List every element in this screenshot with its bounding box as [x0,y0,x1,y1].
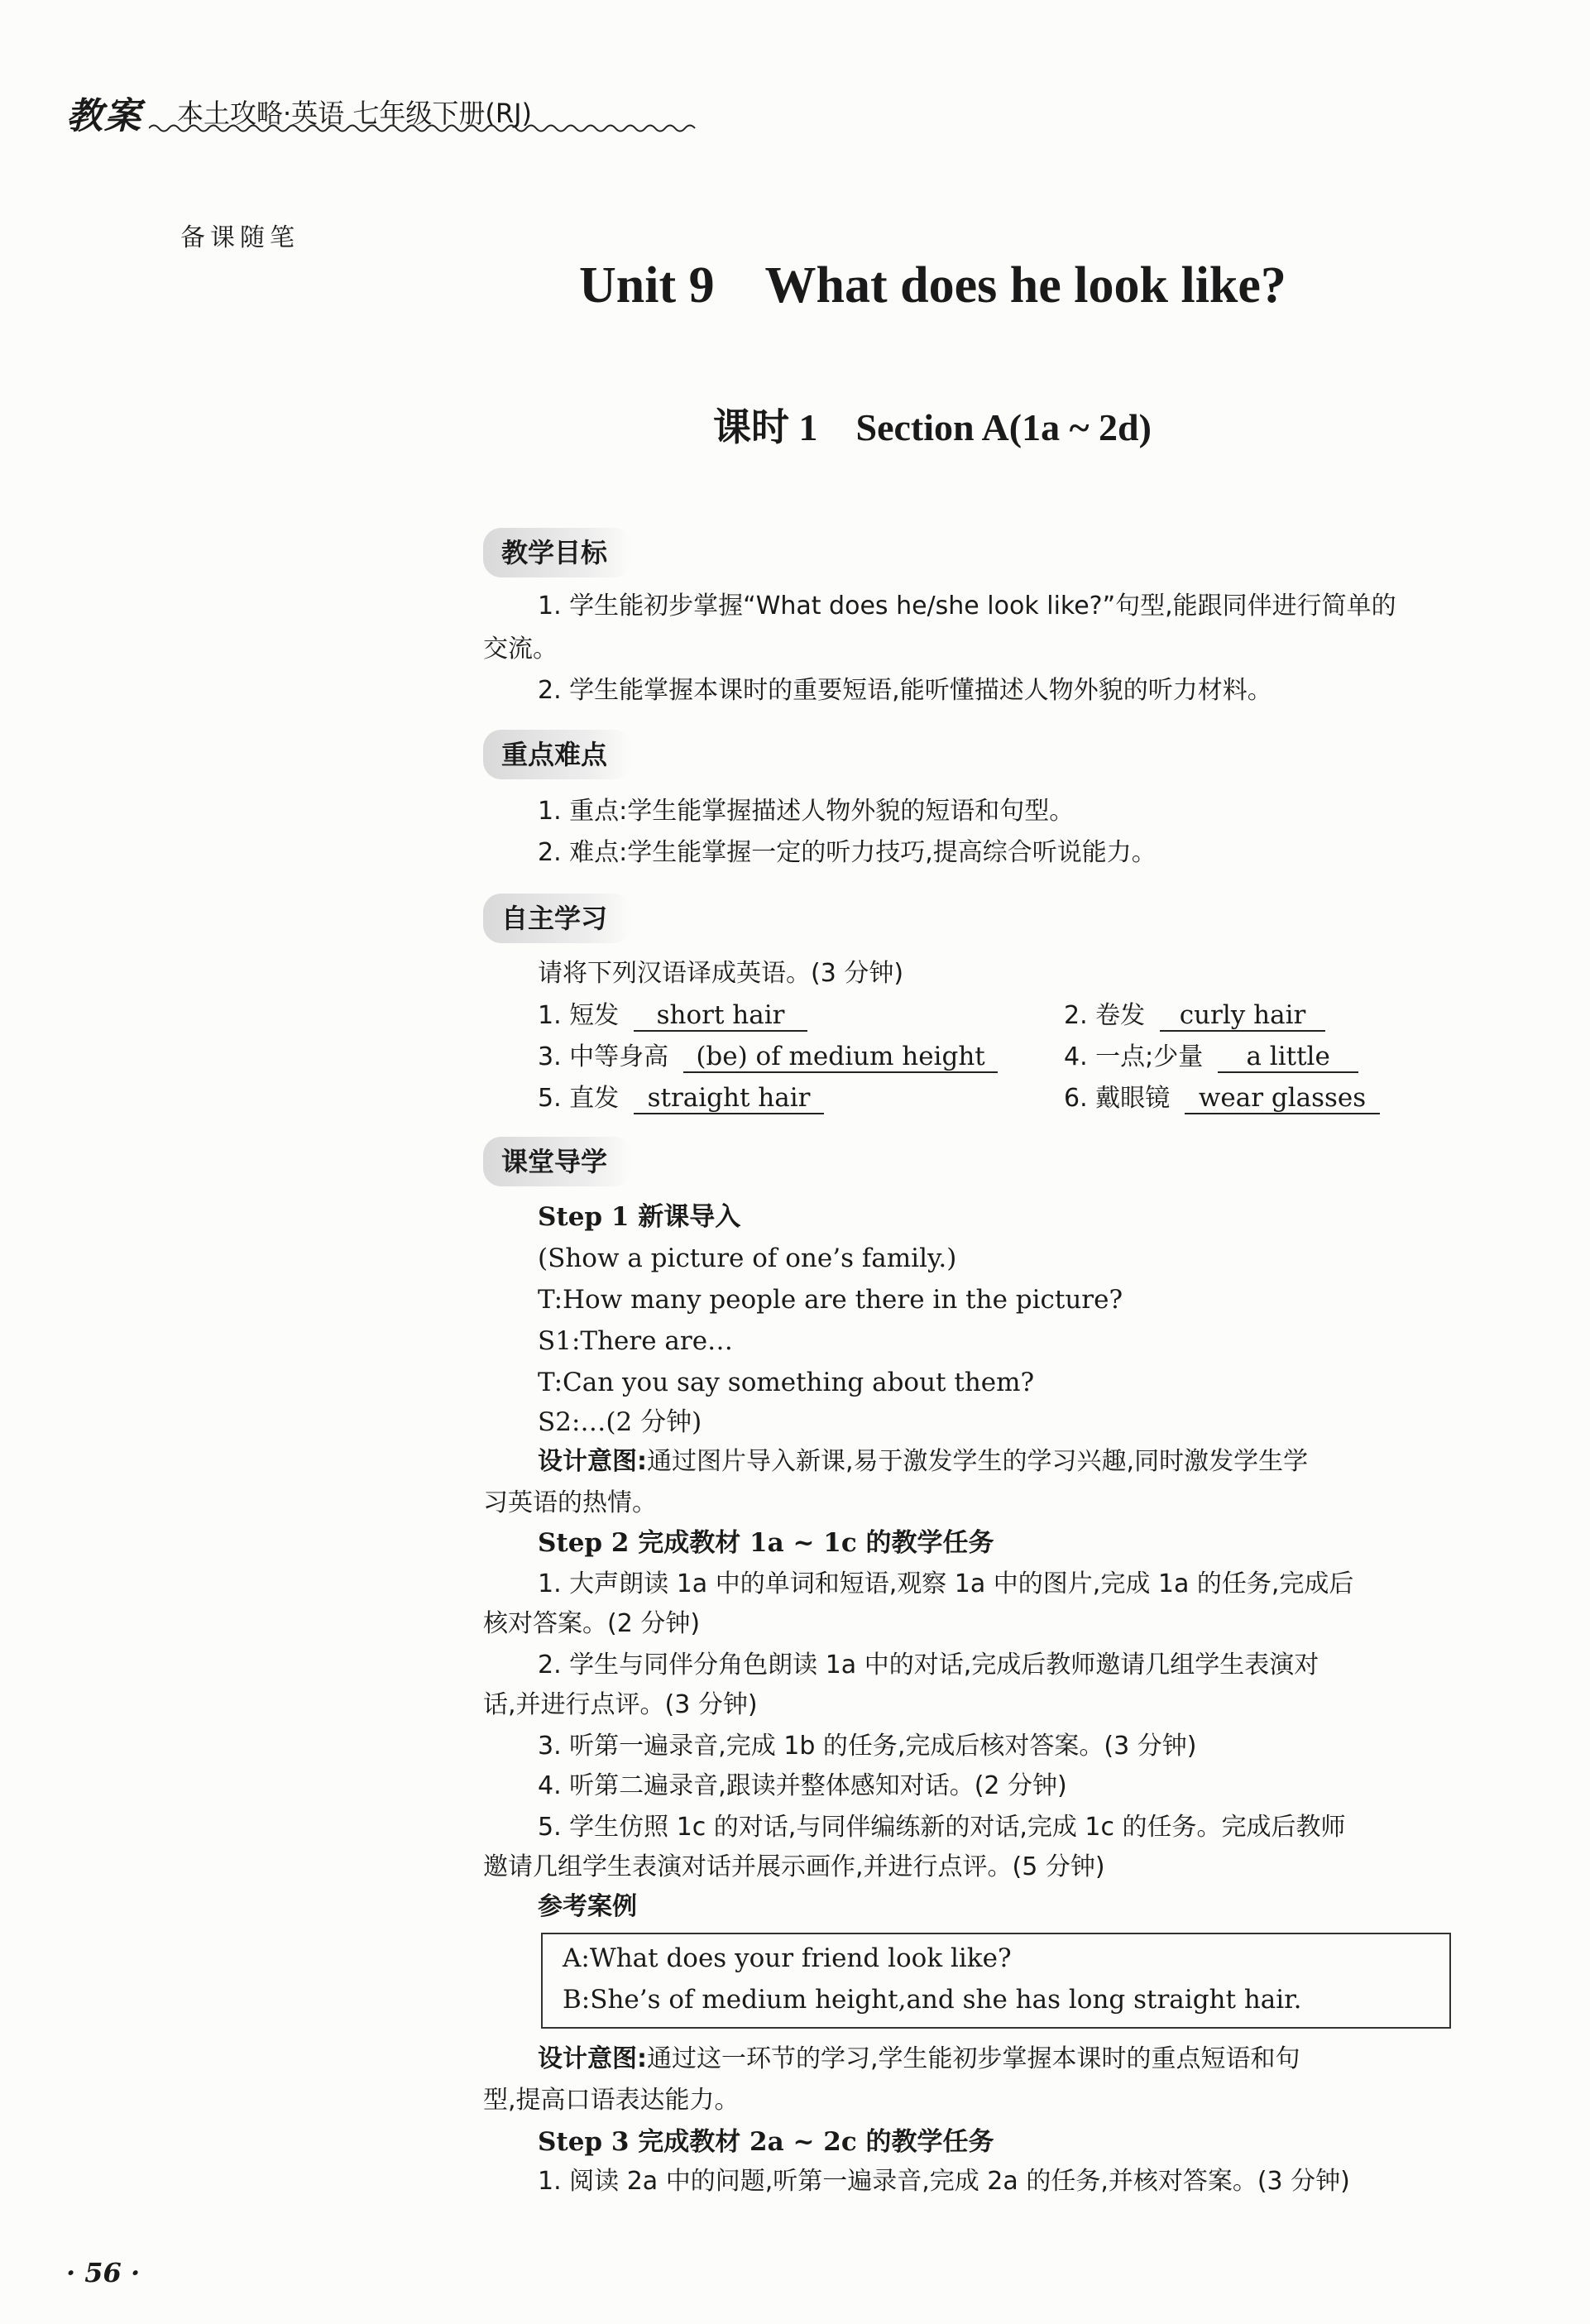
section-heading-classroom: 课堂导学 [483,1137,632,1186]
step-2-line: 话,并进行点评。(3 分钟) [483,1690,758,1719]
example-line-b: B:She’s of medium height,and she has long straight hair. [563,1985,1302,2015]
vocab-item [538,1077,824,1119]
lesson-title: 课时 1 Section A(1a ~ 2d) [713,406,1152,448]
header-title: 本土攻略·英语 七年级下册(RJ) [177,98,532,129]
vocab-label: 5. 直发 [538,1084,620,1113]
margin-note-label: 备课随笔 [180,223,299,252]
step-1-line: S2:…(2 分钟) [538,1407,702,1437]
vocab-answer: short hair [634,1000,807,1032]
step-3-title: Step 3 完成教材 2a ~ 2c 的教学任务 [538,2127,994,2157]
vocab-answer: curly hair [1160,1000,1325,1032]
step-2-line: 2. 学生与同伴分角色朗读 1a 中的对话,完成后教师邀请几组学生表演对 [538,1651,1319,1680]
vocab-answer: a little [1218,1042,1358,1073]
step-3-line: 1. 阅读 2a 中的问题,听第一遍录音,完成 2a 的任务,并核对答案。(3 分钟) [538,2167,1350,2196]
unit-title: Unit 9 What does he look like? [579,257,1286,314]
vocab-item [1064,1036,1358,1078]
step-2-line: 1. 大声朗读 1a 中的单词和短语,观察 1a 中的图片,完成 1a 的任务,完成后 [538,1569,1354,1598]
vocab-answer: straight hair [634,1083,824,1114]
step-1-line: (Show a picture of one’s family.) [538,1243,957,1273]
example-label: 参考案例 [538,1892,637,1921]
step-2-line: 5. 学生仿照 1c 的对话,与同伴编练新的对话,完成 1c 的任务。完成后教师 [538,1813,1346,1842]
design-intent-2 [538,2039,1300,2080]
vocab-label: 4. 一点;少量 [1064,1042,1204,1071]
design-intent-label: 设计意图: [538,1447,647,1476]
step-1-line: S1:There are… [538,1326,734,1356]
header-logo: 教案 [66,95,142,137]
design-intent-2-cont: 型,提高口语表达能力。 [483,2086,740,2115]
design-intent-text: 通过图片导入新课,易于激发学生的学习兴趣,同时激发学生学 [647,1447,1309,1476]
step-2-line: 3. 听第一遍录音,完成 1b 的任务,完成后核对答案。(3 分钟) [538,1732,1197,1761]
section-heading-self-study: 自主学习 [483,894,632,943]
self-study-instruction: 请将下列汉语译成英语。(3 分钟) [538,959,904,988]
objectives-line-2: 2. 学生能掌握本课时的重要短语,能听懂描述人物外貌的听力材料。 [538,676,1272,705]
example-dialogue-box [541,1933,1451,2029]
step-2-line: 4. 听第二遍录音,跟读并整体感知对话。(2 分钟) [538,1771,1067,1800]
section-heading-key-points: 重点难点 [483,730,632,779]
step-1-line: T:Can you say something about them? [538,1368,1035,1397]
vocab-label: 6. 戴眼镜 [1064,1084,1171,1113]
key-points-line-2: 2. 难点:学生能掌握一定的听力技巧,提高综合听说能力。 [538,838,1157,867]
step-2-title: Step 2 完成教材 1a ~ 1c 的教学任务 [538,1528,994,1558]
step-1-title: Step 1 新课导入 [538,1202,741,1232]
key-points-line-1: 1. 重点:学生能掌握描述人物外貌的短语和句型。 [538,797,1075,826]
design-intent-label: 设计意图: [538,2044,647,2073]
vocab-answer: (be) of medium height [683,1042,998,1073]
design-intent-1-cont: 习英语的热情。 [483,1488,657,1517]
step-2-line: 邀请几组学生表演对话并展示画作,并进行点评。(5 分钟) [483,1852,1105,1881]
section-heading-objectives: 教学目标 [483,528,632,577]
objectives-line-1a: 1. 学生能初步掌握“What does he/she look like?”句型,能跟同伴进行简单的 [538,592,1396,621]
design-intent-1 [538,1441,1308,1483]
example-line-a: A:What does your friend look like? [563,1943,1012,1973]
design-intent-text: 通过这一环节的学习,学生能初步掌握本课时的重点短语和句 [647,2044,1300,2073]
vocab-label: 1. 短发 [538,1001,620,1030]
vocab-item [1064,994,1325,1037]
page-number: · 56 · [66,2257,141,2288]
vocab-item [538,994,807,1037]
objectives-line-1b: 交流。 [483,635,558,664]
header-wave-underline [149,122,703,134]
vocab-item [538,1036,998,1078]
vocab-item [1064,1077,1380,1119]
vocab-label: 2. 卷发 [1064,1001,1146,1030]
vocab-answer: wear glasses [1185,1083,1380,1114]
step-1-line: T:How many people are there in the picture? [538,1285,1123,1315]
step-2-line: 核对答案。(2 分钟) [483,1609,701,1638]
vocab-label: 3. 中等身高 [538,1042,669,1071]
